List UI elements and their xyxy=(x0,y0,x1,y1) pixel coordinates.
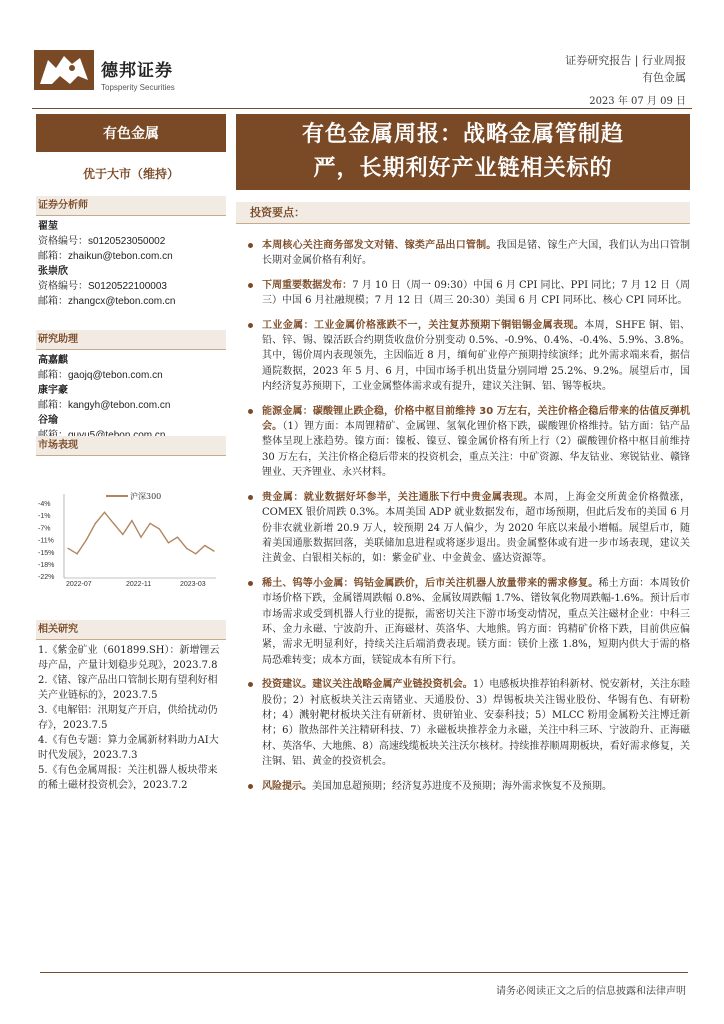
sector-label: 有色金属 xyxy=(36,114,226,152)
related-report-item[interactable]: 1.《紫金矿业（601899.SH）：新增锂云母产品，产量计划稳步兑现》，2023.7.8 xyxy=(38,645,220,671)
data-point xyxy=(213,550,214,551)
data-point xyxy=(159,528,160,529)
analyst-cert: 资格编号：s0120523050002 xyxy=(38,236,166,247)
bullet-dot-icon xyxy=(248,409,253,414)
analyst-name: 翟堃 xyxy=(38,221,58,232)
title-line-2: 严，长期利好产业链相关标的 xyxy=(313,156,613,181)
related-report-item[interactable]: 2.《锗、镓产品出口管制长期有望利好相关产业链标的》，2023.7.5 xyxy=(38,675,218,701)
x-tick-label: 2023-03 xyxy=(180,581,206,588)
data-point xyxy=(86,539,87,540)
assistant-name: 谷瑜 xyxy=(38,415,58,426)
assistant-name: 康宇豪 xyxy=(38,385,68,396)
related-heading: 相关研究 xyxy=(36,620,226,640)
data-point xyxy=(186,548,187,549)
data-point xyxy=(177,537,178,538)
bullet-dot-icon xyxy=(248,581,253,586)
bullet-dot-icon xyxy=(248,495,253,500)
bullet-dot-icon xyxy=(248,283,253,288)
key-point: 风险提示。美国加息超预期；经济复苏进度不及预期；海外需求恢复不及预期。 xyxy=(248,779,690,794)
key-points-list xyxy=(248,238,690,803)
data-point xyxy=(131,520,132,521)
y-tick-label: -4% xyxy=(38,501,51,508)
y-tick-label: -22% xyxy=(38,574,55,582)
related-report-item[interactable]: 5.《有色金属周报：关注机器人板块带来的稀土磁材投资机会》，2023.7.2 xyxy=(38,765,218,791)
brand-name-en: Topsperity Securities xyxy=(101,83,175,92)
assistant-name: 高嘉麒 xyxy=(38,355,68,366)
company-logo-text xyxy=(101,56,175,92)
key-point: 能源金属：碳酸锂止跌企稳，价格中枢目前维持 30 万左右，关注价格企稳后带来的估值反弹机会。（1）锂方面：本周锂精矿、金属锂、氢氧化锂价格下跌，碳酸锂价格维持。钴方面：钴产品整体呈现上涨趋势。镍方面：镍板、镍豆、镍金属价格有所上行（2）碳酸锂价格中枢目前维持 30 万左右，关注价格企稳后带来的投资机会，重点关注：中矿资源、华友钴业、寒锐钴业、赣锋锂业、天齐锂业、永兴材料。 xyxy=(248,404,690,481)
key-points-heading: 投资要点： xyxy=(236,202,690,224)
report-type: 证券研究报告 | 行业周报 xyxy=(565,54,686,67)
series-line-hs300 xyxy=(68,512,214,554)
data-point xyxy=(204,545,205,546)
bullet-dot-icon xyxy=(248,243,253,248)
market-performance-chart xyxy=(36,484,226,588)
related-research-list xyxy=(38,643,224,793)
bullet-dot-icon xyxy=(248,682,253,687)
analyst-email[interactable]: 邮箱：zhaikun@tebon.com.cn xyxy=(38,251,173,262)
y-axis-ticks xyxy=(38,501,54,581)
key-point: 下周重要数据发布：7 月 10 日（周一 09:30）中国 6 月 CPI 同比、PPI 同比；7 月 12 日（周三）中国 6 月社融规模；7 月 12 日（周三 20:30）美国 6 月 CPI 同环比、核心 CPI 同环比。 xyxy=(248,278,690,309)
footer-disclaimer: 请务必阅读正文之后的信息披露和法律声明 xyxy=(496,986,686,997)
x-tick-label: 2022-11 xyxy=(126,581,152,588)
key-point: 本周核心关注商务部发文对锗、镓类产品出口管制。我国是锗、镓生产大国，我们认为出口管制长期对金属价格有利好。 xyxy=(248,238,690,269)
report-header xyxy=(565,52,686,86)
y-tick-label: -11% xyxy=(38,537,54,545)
data-point xyxy=(150,523,151,524)
legend-label: 沪深300 xyxy=(130,492,162,501)
company-logo-icon xyxy=(34,50,94,90)
header-divider xyxy=(32,108,692,109)
data-point xyxy=(77,553,78,554)
related-report-item[interactable]: 3.《电解铝：汛期复产开启，供给扰动仍存》，2023.7.5 xyxy=(38,705,218,731)
key-point: 工业金属：工业金属价格涨跌不一，关注复苏预期下铜铝锡金属表现。本周，SHFE 铜、铝、铅、锌、锡、镍活跃合约期货收盘价分别变动 0.5%、-0.9%、0.4%、-0.4%、5.9%、3.8%。其中，锡价周内表现领先，主因临近 8 月，缅甸矿业停产预期持续演绎；此外需求端来看，据信通院数据，2023 年 5 月、6 月，中国市场手机出货量分别同增 25.2%、9.2%。展望后市，国内经济复苏预期下，工业金属整体需求或有提升，建议关注铜、铝、锡等板块。 xyxy=(248,318,690,395)
y-tick-label: -18% xyxy=(38,562,55,569)
key-point: 贵金属：就业数据好坏参半，关注通胀下行中贵金属表现。本周，上海金交所黄金价格微涨，COMEX 银价周跌 0.3%。本周美国 ADP 就业数据发布，超市场预期，但此后发布的美国 6 月份非农就业新增 20.9 万人，较预期 24 万人偏少，为 2020 年底以来最小增幅。展望后市，随着美国通胀数据回落，美联储加息进程或将逐步退出。贵金属整体或有进一步市场表现，建议关注黄金、白银相关标的，如：紫金矿业、中金黄金、盛达资源等。 xyxy=(248,490,690,567)
data-point xyxy=(122,534,123,535)
y-tick-label: -15% xyxy=(38,549,55,557)
data-point xyxy=(67,548,68,549)
y-tick-label: -1% xyxy=(38,513,51,521)
analyst-list xyxy=(38,219,228,309)
data-point xyxy=(95,523,96,524)
market-heading: 市场表现 xyxy=(36,436,226,456)
x-tick-label: 2022-07 xyxy=(66,581,92,588)
assistant-email[interactable]: 邮箱：gaojq@tebon.com.cn xyxy=(38,370,163,381)
key-point: 稀土、钨等小金属：钨钴金属跌价，后市关注机器人放量带来的需求修复。稀土方面：本周钕价市场价格下跌，金属镨周跌幅 0.8%、金属钕周跌幅 1.7%、镨钕氧化物周跌幅-1.6%。预计后市市场需求或受到机器人行业的提振，需密切关注下游市场变动情况，重点关注磁材企业：中科三环、金力永磁、宁波韵升、正海磁材、英洛华、大地熊。钨方面：钨精矿价格下跌，目前供应偏紧，需求无明显利好，持续关注后端消费表现。镁方面：镁价上涨 1.8%，短期内供大于需的格局恐难转变；成本方面，镁锭成本有所下行。 xyxy=(248,576,690,668)
brand-name-cn: 德邦证券 xyxy=(101,61,173,81)
data-point xyxy=(168,542,169,543)
key-point: 投资建议。建议关注战略金属产业链投资机会。1）电感板块推荐铂科新材、悦安新材，关注东睦股份；2）衬底板块关注云南锗业、天通股份、3）焊锡板块关注锡业股份、华锡有色、有研粉材；4）溅射靶材板块关注有研新材、贵研铂业、安泰科技；5）MLCC 粉用金属粉关注博迁新材；6）散热部件关注精研科技、7）永磁板块推荐金力永磁，关注中科三环、宁波韵升、正海磁材、英洛华、大地熊、8）高速线缆板块关注沃尔核材。持续推荐顺周期板块，看好需求修复，关注铜、铝、黄金的投资机会。 xyxy=(248,677,690,769)
report-title xyxy=(236,114,690,190)
data-point xyxy=(113,523,114,524)
related-report-item[interactable]: 4.《有色专题：算力金属新材料助力AI大时代发展》，2023.7.3 xyxy=(38,735,219,761)
bullet-dot-icon xyxy=(248,323,253,328)
footer-divider xyxy=(40,972,688,973)
analyst-heading: 证券分析师 xyxy=(36,196,226,216)
analyst-name: 张崇欣 xyxy=(38,266,68,277)
chart-legend xyxy=(106,491,161,501)
analyst-cert: 资格编号：S0120522100003 xyxy=(38,281,167,292)
y-tick-label: -7% xyxy=(38,525,51,533)
header-sector: 有色金属 xyxy=(642,71,686,84)
analyst-email[interactable]: 邮箱：zhangcx@tebon.com.cn xyxy=(38,296,176,307)
report-date: 2023 年 07 月 09 日 xyxy=(589,96,686,107)
x-axis-ticks xyxy=(66,581,206,588)
rating-label: 优于大市（维持） xyxy=(82,167,179,181)
data-point xyxy=(140,537,141,538)
title-line-1: 有色金属周报：战略金属管制趋 xyxy=(301,122,624,147)
assistant-heading: 研究助理 xyxy=(36,330,226,350)
data-point xyxy=(195,553,196,554)
data-point xyxy=(104,512,105,513)
bullet-dot-icon xyxy=(248,784,253,789)
assistant-email[interactable]: 邮箱：kangyh@tebon.com.cn xyxy=(38,400,171,411)
assistant-list xyxy=(38,353,228,443)
